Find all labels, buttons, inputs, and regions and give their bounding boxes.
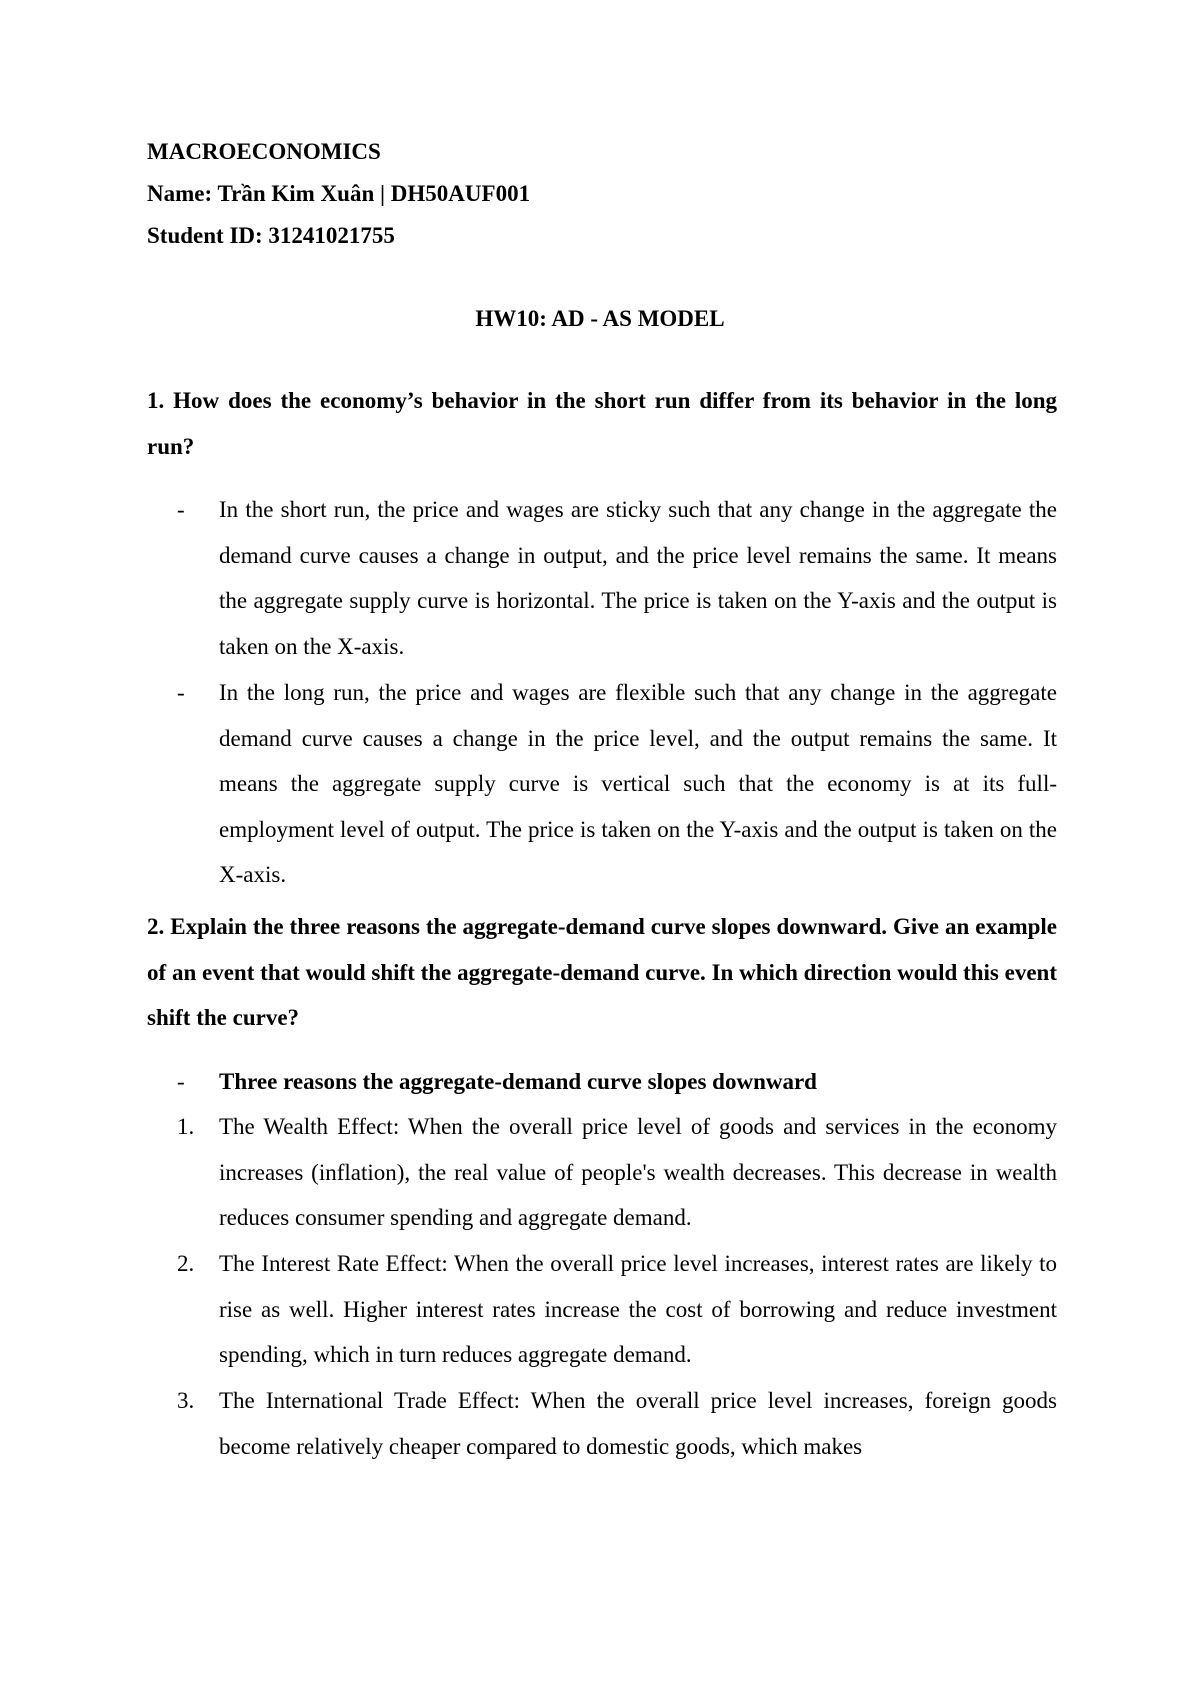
question-1: 1. How does the economy’s behavior in the short run differ from its behavior in the long run? xyxy=(147,388,1057,459)
answer-1-short-run xyxy=(177,487,1057,669)
list-number: 1. xyxy=(177,1114,195,1139)
answer-text: In the short run, the price and wages are sticky such that any change in the aggregate the demand curve causes a change in output, and the price level remains the same. It means the aggregate supply curve is horizontal. The price is taken on the Y-axis and the output is taken on the X-axis. xyxy=(219,497,1057,659)
bullet-dash: - xyxy=(177,1069,185,1094)
reason-text: The International Trade Effect: When the overall price level increases, foreign goods become relatively cheaper compared to domestic goods, which makes xyxy=(219,1388,1057,1459)
student-name: Name: Trần Kim Xuân | DH50AUF001 xyxy=(147,181,531,206)
reason-international-trade-effect xyxy=(177,1378,1057,1469)
bullet-dash: - xyxy=(177,680,185,705)
subheading-text: Three reasons the aggregate-demand curve slopes downward xyxy=(219,1069,817,1094)
answer-text: In the long run, the price and wages are flexible such that any change in the aggregate demand curve causes a change in the price level, and the output remains the same. It means the aggregate supply curve is vertical such that the economy is at its full- employment level of output. The price is taken on the Y-axis and the output is taken on the X-axis. xyxy=(219,680,1057,887)
reason-wealth-effect xyxy=(177,1104,1057,1241)
reasons-subheading xyxy=(177,1059,1057,1105)
student-id: Student ID: 31241021755 xyxy=(147,223,395,248)
reason-text: The Interest Rate Effect: When the overall price level increases, interest rates are likely to rise as well. Higher interest rates increase the cost of borrowing and reduce investment spending, which in turn reduces aggregate demand. xyxy=(219,1251,1057,1367)
reason-text: The Wealth Effect: When the overall price level of goods and services in the economy increases (inflation), the real value of people's wealth decreases. This decrease in wealth reduces consumer spending and aggregate demand. xyxy=(219,1114,1057,1230)
course-title: MACROECONOMICS xyxy=(147,139,381,164)
bullet-dash: - xyxy=(177,497,185,522)
question-2: 2. Explain the three reasons the aggregate-demand curve slopes downward. Give an example of an event that would shift the aggregate-demand curve. In which direction would this event shift the curve? xyxy=(147,914,1057,1030)
reason-interest-rate-effect xyxy=(177,1241,1057,1378)
list-number: 3. xyxy=(177,1388,195,1413)
assignment-title: HW10: AD - AS MODEL xyxy=(475,306,725,331)
answer-1-long-run xyxy=(177,670,1057,898)
list-number: 2. xyxy=(177,1251,195,1276)
